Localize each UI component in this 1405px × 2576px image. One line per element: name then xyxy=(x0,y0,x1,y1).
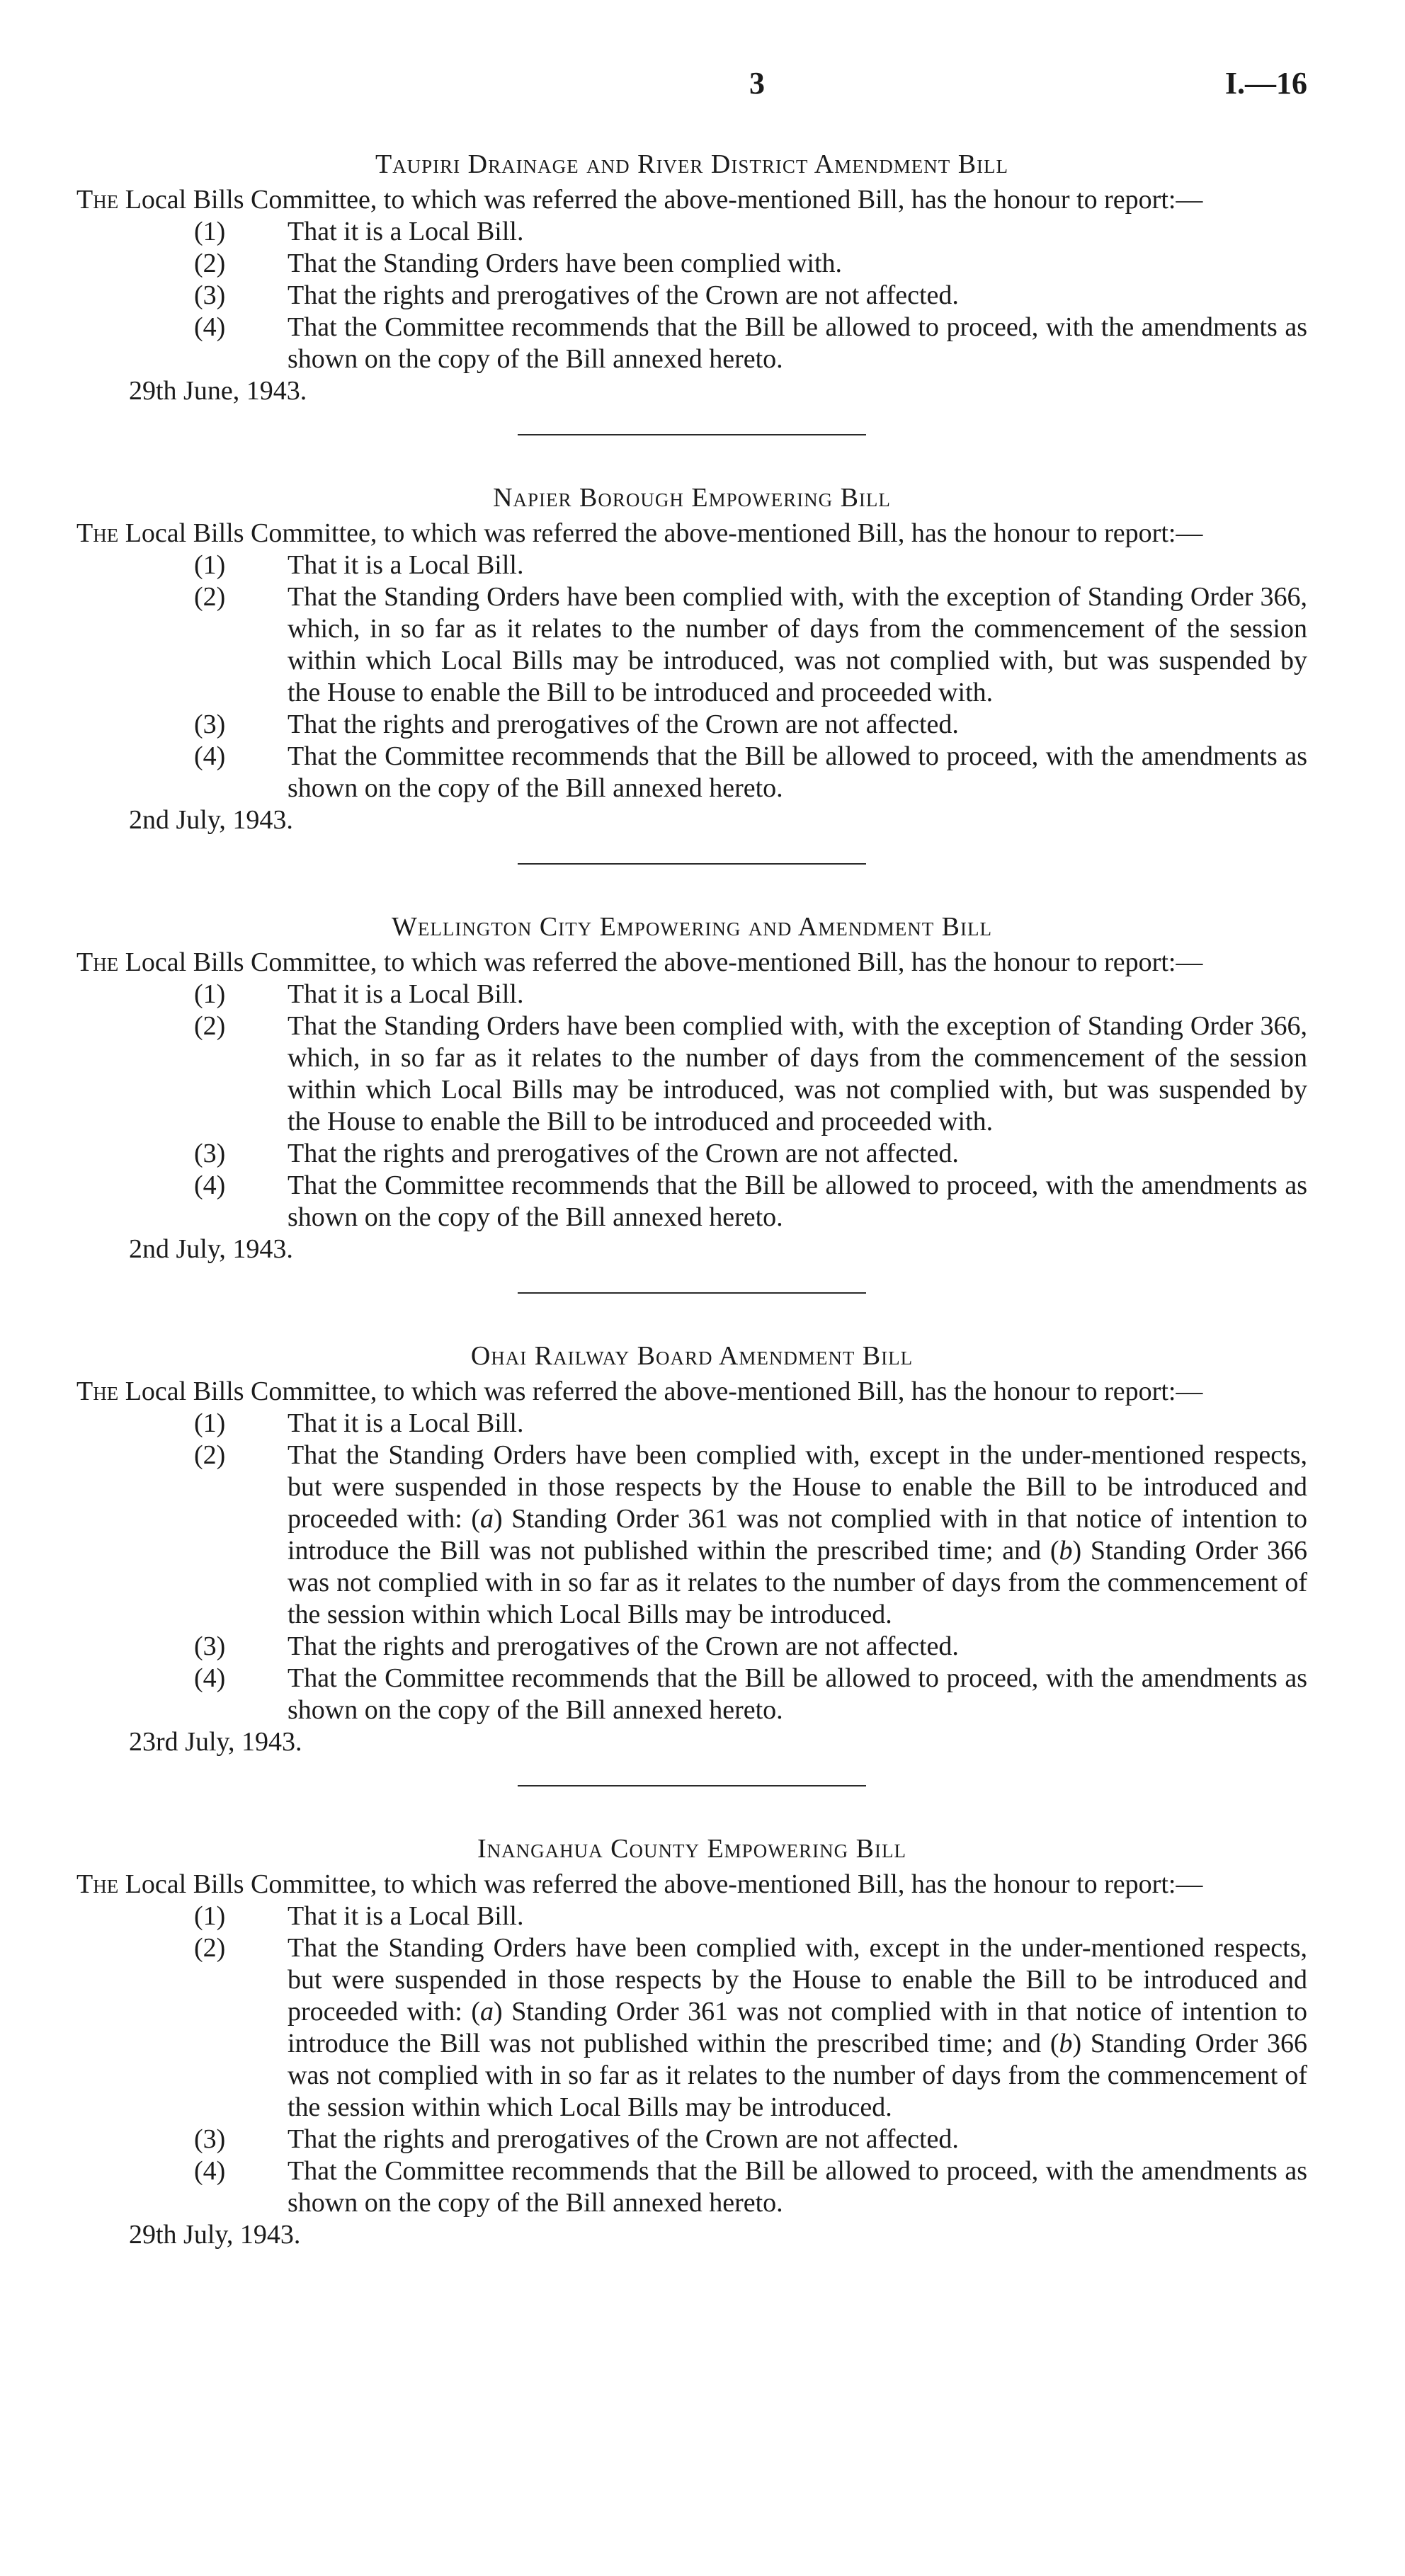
item-text: That the Committee recommends that the Bill be allowed to proceed, with the amendments as shown on the copy of the Bill annexed hereto. xyxy=(288,1170,1307,1232)
report-item xyxy=(76,2124,1307,2155)
item-number: (1) xyxy=(194,1408,226,1438)
report-items xyxy=(76,549,1307,804)
item-text: That the rights and prerogatives of the Crown are not affected. xyxy=(288,2124,959,2154)
report-item xyxy=(76,1900,1307,1932)
report-item xyxy=(76,216,1307,248)
report-item xyxy=(76,1631,1307,1663)
report-item xyxy=(76,1170,1307,1233)
item-number: (2) xyxy=(194,1933,226,1963)
intro-lead: The xyxy=(76,185,119,215)
report-item xyxy=(76,1138,1307,1170)
section-divider xyxy=(518,434,866,435)
item-text-part: ) Standing Order 361 was not complied with in that notice of intention to introduce the Bill was not published within the prescribed time; and ( xyxy=(288,1997,1308,2058)
report-intro xyxy=(76,1869,1307,1900)
report-item xyxy=(76,248,1307,280)
item-number: (2) xyxy=(194,1011,226,1041)
report-item xyxy=(76,1932,1307,2124)
intro-text: Local Bills Committee, to which was referred the above-mentioned Bill, has the honour to report:— xyxy=(118,518,1203,548)
report-intro xyxy=(76,518,1307,549)
bill-title: Inangahua County Empowering Bill xyxy=(477,1834,906,1864)
item-number: (4) xyxy=(194,312,226,342)
item-text xyxy=(288,1933,1307,2122)
report-intro xyxy=(76,1376,1307,1408)
page-number: 3 xyxy=(749,66,765,101)
item-text: That the Standing Orders have been complied with, with the exception of Standing Order 366, which, in so far as it relates to the number of days from the commencement of the session within which Local Bills may be introduced, was not complied with, but was suspended by the House to enable the Bill to be introduced and proceeded with. xyxy=(288,1011,1307,1136)
item-text: That the Committee recommends that the Bill be allowed to proceed, with the amendments as shown on the copy of the Bill annexed hereto. xyxy=(288,1663,1307,1725)
report-item xyxy=(76,1010,1307,1138)
item-text xyxy=(288,1440,1307,1629)
item-text: That it is a Local Bill. xyxy=(288,979,524,1009)
item-number: (3) xyxy=(194,2124,226,2154)
report-date: 2nd July, 1943. xyxy=(129,805,293,835)
report-date: 29th July, 1943. xyxy=(129,2220,301,2250)
report-item xyxy=(76,1408,1307,1440)
bill-title: Napier Borough Empowering Bill xyxy=(493,483,891,513)
section-divider xyxy=(518,1785,866,1786)
intro-text: Local Bills Committee, to which was referred the above-mentioned Bill, has the honour to report:— xyxy=(118,185,1203,215)
item-number: (2) xyxy=(194,249,226,278)
page-header xyxy=(76,0,1307,149)
item-number: (1) xyxy=(194,979,226,1009)
report-date: 2nd July, 1943. xyxy=(129,1234,293,1264)
item-text: That the Committee recommends that the Bill be allowed to proceed, with the amendments as shown on the copy of the Bill annexed hereto. xyxy=(288,312,1307,374)
bill-report-section xyxy=(76,1833,1307,2251)
item-number: (1) xyxy=(194,550,226,580)
report-item xyxy=(76,979,1307,1010)
intro-lead: The xyxy=(76,947,119,977)
report-item xyxy=(76,1663,1307,1726)
item-text: That it is a Local Bill. xyxy=(288,1901,524,1931)
item-text: That the Standing Orders have been complied with, with the exception of Standing Order 366, which, in so far as it relates to the number of days from the commencement of the session within which Local Bills may be introduced, was not complied with, but was suspended by the House to enable the Bill to be introduced and proceeded with. xyxy=(288,582,1307,707)
item-number: (3) xyxy=(194,709,226,739)
clause-marker: a xyxy=(480,1997,494,2027)
section-divider xyxy=(518,1292,866,1294)
bill-title: Ohai Railway Board Amendment Bill xyxy=(470,1341,914,1371)
item-text: That it is a Local Bill. xyxy=(288,217,524,246)
report-item xyxy=(76,280,1307,312)
report-items xyxy=(76,1408,1307,1726)
report-date: 29th June, 1943. xyxy=(129,376,307,406)
intro-text: Local Bills Committee, to which was referred the above-mentioned Bill, has the honour to report:— xyxy=(118,947,1203,977)
item-number: (1) xyxy=(194,217,226,246)
bill-report-section xyxy=(76,149,1307,407)
bill-report-section xyxy=(76,1340,1307,1758)
report-item xyxy=(76,2155,1307,2219)
intro-lead: The xyxy=(76,1869,119,1899)
item-text: That the rights and prerogatives of the Crown are not affected. xyxy=(288,280,959,310)
report-items xyxy=(76,216,1307,375)
item-number: (4) xyxy=(194,1663,226,1693)
item-number: (4) xyxy=(194,1170,226,1200)
section-divider xyxy=(518,863,866,865)
report-item xyxy=(76,312,1307,375)
bill-title: Taupiri Drainage and River District Amendment Bill xyxy=(375,149,1009,179)
report-date: 23rd July, 1943. xyxy=(129,1727,302,1757)
item-text: That the Standing Orders have been complied with. xyxy=(288,249,843,278)
item-text-part: ) Standing Order 366 was not complied with in so far as it relates to the number of days from the commencement of the session within which Local Bills may be introduced. xyxy=(288,2029,1307,2122)
intro-lead: The xyxy=(76,1377,119,1406)
item-text: That the Committee recommends that the Bill be allowed to proceed, with the amendments as shown on the copy of the Bill annexed hereto. xyxy=(288,2156,1307,2218)
report-items xyxy=(76,979,1307,1233)
intro-text: Local Bills Committee, to which was referred the above-mentioned Bill, has the honour to report:— xyxy=(118,1869,1203,1899)
report-intro xyxy=(76,947,1307,979)
item-text: That the rights and prerogatives of the Crown are not affected. xyxy=(288,1139,959,1168)
item-text-part: That the Standing Orders have been complied with, except in the under-mentioned respects, but were suspended in those respects by the House to enable the Bill to be introduced and proceeded with: ( xyxy=(288,1933,1307,2027)
item-text: That the rights and prerogatives of the Crown are not affected. xyxy=(288,1631,959,1661)
item-number: (3) xyxy=(194,1631,226,1661)
clause-marker: b xyxy=(1059,2029,1073,2058)
item-number: (4) xyxy=(194,2156,226,2186)
item-number: (2) xyxy=(194,582,226,612)
report-item xyxy=(76,709,1307,741)
item-number: (4) xyxy=(194,741,226,771)
item-text: That it is a Local Bill. xyxy=(288,550,524,580)
bill-report-section xyxy=(76,911,1307,1265)
report-item xyxy=(76,1440,1307,1631)
item-text: That the Committee recommends that the Bill be allowed to proceed, with the amendments as shown on the copy of the Bill annexed hereto. xyxy=(288,741,1307,803)
item-text: That it is a Local Bill. xyxy=(288,1408,524,1438)
item-text-part: That the Standing Orders have been complied with, except in the under-mentioned respects, but were suspended in those respects by the House to enable the Bill to be introduced and proceeded with: ( xyxy=(288,1440,1307,1534)
intro-text: Local Bills Committee, to which was referred the above-mentioned Bill, has the honour to report:— xyxy=(118,1377,1203,1406)
report-intro xyxy=(76,184,1307,216)
document-reference: I.—16 xyxy=(1224,66,1307,101)
item-number: (3) xyxy=(194,280,226,310)
item-number: (2) xyxy=(194,1440,226,1470)
item-number: (3) xyxy=(194,1139,226,1168)
report-item xyxy=(76,581,1307,709)
clause-marker: b xyxy=(1059,1536,1073,1566)
item-text-part: ) Standing Order 366 was not complied with in so far as it relates to the number of days from the commencement of the session within which Local Bills may be introduced. xyxy=(288,1536,1307,1629)
report-items xyxy=(76,1900,1307,2219)
item-text-part: ) Standing Order 361 was not complied with in that notice of intention to introduce the Bill was not published within the prescribed time; and ( xyxy=(288,1504,1308,1566)
report-item xyxy=(76,741,1307,804)
bill-title: Wellington City Empowering and Amendment Bill xyxy=(391,912,993,942)
intro-lead: The xyxy=(76,518,119,548)
clause-marker: a xyxy=(480,1504,494,1534)
item-text: That the rights and prerogatives of the Crown are not affected. xyxy=(288,709,959,739)
item-number: (1) xyxy=(194,1901,226,1931)
bill-report-section xyxy=(76,482,1307,836)
report-item xyxy=(76,549,1307,581)
